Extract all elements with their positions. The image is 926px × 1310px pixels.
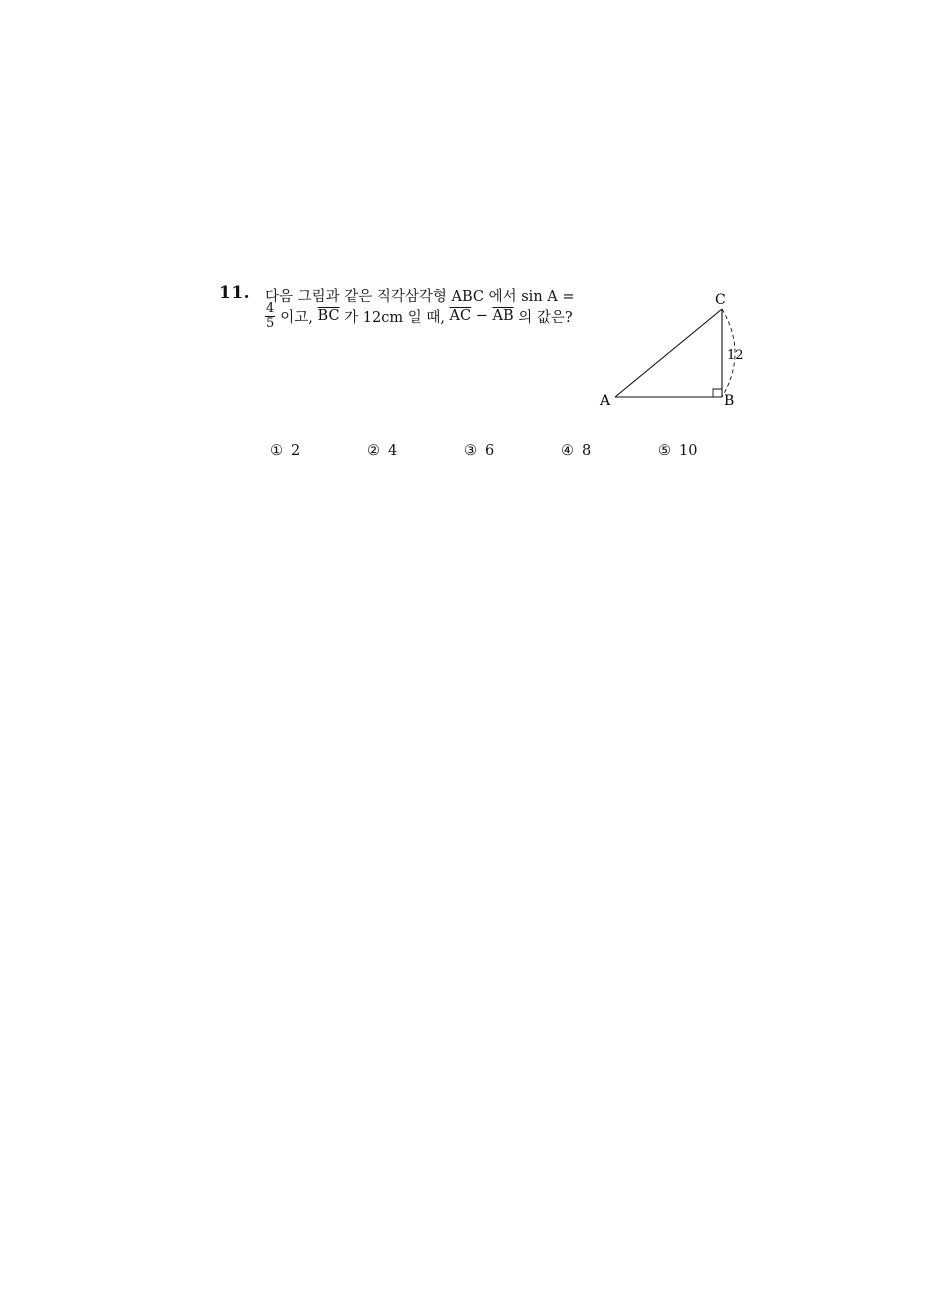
segment-bc: $\overline{BC}$ — [317, 308, 340, 325]
vertex-label-b: B — [724, 393, 735, 409]
question-number: 11. — [219, 283, 251, 303]
side-length-label: 12 — [727, 348, 744, 363]
answer-choices — [0, 443, 926, 465]
choice-value: 4 — [388, 443, 398, 459]
text-segment: 의 값은? — [513, 309, 573, 326]
text-segment: 이고, — [280, 309, 318, 326]
choice-value: 2 — [291, 443, 301, 459]
choice-mark: ④ — [561, 443, 574, 459]
choice-5[interactable] — [658, 443, 697, 459]
choice-2[interactable] — [367, 443, 397, 459]
choice-4[interactable] — [561, 443, 591, 459]
choice-mark: ③ — [464, 443, 477, 459]
choice-1[interactable] — [270, 443, 300, 459]
choice-mark: ⑤ — [658, 443, 671, 459]
choice-3[interactable] — [464, 443, 494, 459]
fraction-denominator: 5 — [266, 315, 275, 331]
segment-ab: $\overline{AB}$ — [492, 308, 514, 325]
segment-ac: $\overline{AC}$ — [449, 308, 472, 325]
vertex-label-a: A — [600, 393, 611, 409]
choice-value: 6 — [485, 443, 495, 459]
question-text-line2 — [265, 302, 573, 330]
question-text-line1: 다음 그림과 같은 직각삼각형 ABC 에서 sin A = — [265, 289, 575, 305]
text-segment: 가 12cm 일 때, — [339, 309, 450, 326]
choice-value: 10 — [679, 443, 698, 459]
vertex-label-c: C — [715, 292, 726, 308]
side-ac — [615, 309, 722, 397]
minus-sign: − — [471, 308, 493, 325]
choice-mark: ① — [270, 443, 283, 459]
fraction-sin-a — [265, 302, 275, 330]
right-angle-mark — [713, 389, 722, 397]
fraction-numerator: 4 — [266, 301, 275, 316]
choice-mark: ② — [367, 443, 380, 459]
triangle-figure — [590, 285, 760, 415]
choice-value: 8 — [582, 443, 592, 459]
